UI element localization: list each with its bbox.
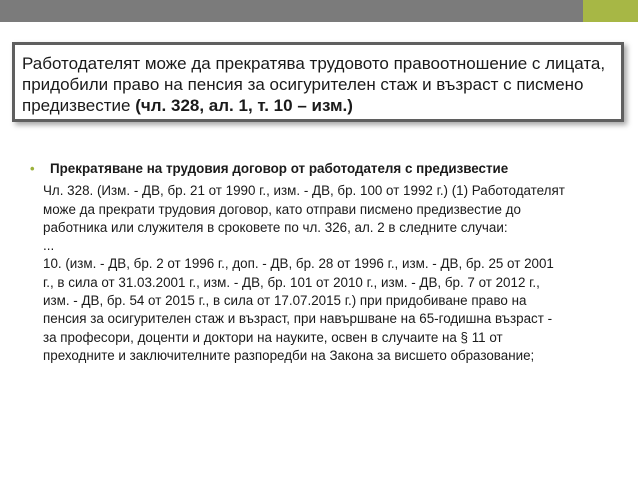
bullet-item	[30, 160, 610, 178]
body-line-7: изм. - ДВ, бр. 54 от 2015 г., в сила от 17.07.2015 г.) при придобиване право на	[43, 293, 527, 309]
title-line-2: придобили право на пенсия за осигурителен стаж и възраст с писмено	[22, 75, 584, 94]
body-line-9: за професори, доценти и доктори на науките, освен в случаите на § 11 от	[43, 329, 503, 345]
title-line-3	[22, 95, 615, 116]
body-line-3: работника или служителя в сроковете по чл. 326, ал. 2 в следните случаи:	[43, 219, 508, 235]
title-line-3-text: предизвестие	[22, 96, 136, 115]
body-line-10: преходните и заключителните разпоредби на Закона за висшето образование;	[43, 347, 535, 363]
title-legal-reference: (чл. 328, ал. 1, т. 10 – изм.)	[135, 96, 353, 115]
body-line-1: Чл. 328. (Изм. - ДВ, бр. 21 от 1990 г., изм. - ДВ, бр. 100 от 1992 г.) (1) Работодателят	[43, 183, 565, 199]
title-line-1: Работодателят може да прекратява трудовото правоотношение с лицата,	[22, 54, 606, 73]
bullet-heading: Прекратяване на трудовия договор от работодателя с предизвестие	[50, 161, 509, 176]
body-line-6: г., в сила от 31.03.2001 г., изм. - ДВ, бр. 101 от 2010 г., изм. - ДВ, бр. 7 от 2012 г.,	[43, 274, 540, 290]
slide-title-box	[12, 42, 624, 122]
bullet-icon: •	[30, 161, 35, 176]
top-accent-block	[583, 0, 638, 22]
body-line-2: може да прекрати трудовия договор, като отправи писмено предизвестие до	[43, 201, 521, 217]
body-line-5: 10. (изм. - ДВ, бр. 2 от 1996 г., доп. - ДВ, бр. 28 от 1996 г., изм. - ДВ, бр. 25 от 2001	[43, 256, 554, 272]
body-line-ellipsis: ...	[43, 238, 55, 254]
slide-content	[30, 160, 610, 365]
body-line-8: пенсия за осигурителен стаж и възраст, при навършване на 65-годишна възраст -	[43, 311, 553, 327]
top-banner	[0, 0, 638, 22]
